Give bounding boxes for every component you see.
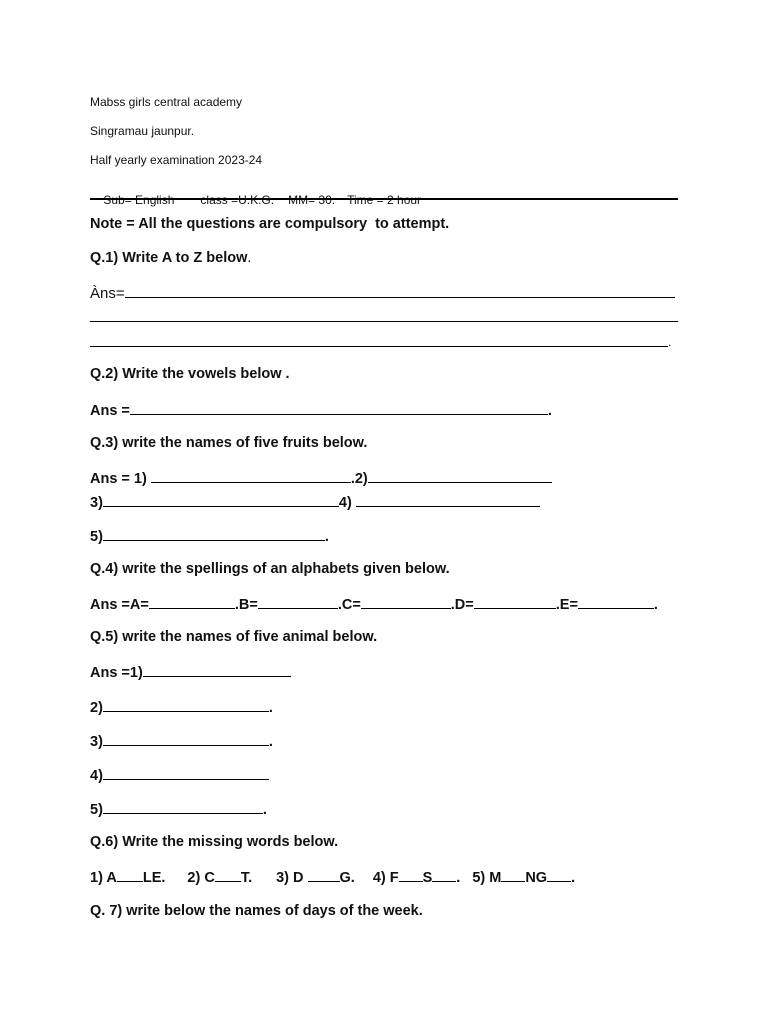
fruit-4-blank[interactable] (356, 494, 540, 507)
missing-word-3-end: G. (339, 870, 355, 886)
answer-4-prefix: Ans =A= (90, 597, 149, 613)
missing-word-3-start: 3) D (276, 870, 308, 886)
max-marks: MM= 30. (288, 193, 336, 207)
animal-5-label: 5) (90, 802, 103, 818)
question-7: Q. 7) write below the names of days of the week. (90, 903, 423, 919)
animal-5-end: . (262, 802, 267, 818)
question-4: Q.4) write the spellings of an alphabets given below. (90, 561, 450, 577)
header-rule (90, 198, 678, 200)
missing-word-4 (373, 870, 460, 886)
fruit-4-label: 4) (338, 495, 356, 511)
animal-2-line (90, 699, 273, 716)
animal-2-label: 2) (90, 700, 103, 716)
missing-word-1-blank[interactable] (117, 869, 143, 882)
spelling-b-label: .B= (234, 597, 258, 613)
question-1-period: . (247, 250, 252, 266)
missing-word-3-blank[interactable] (308, 869, 340, 882)
note: Note = All the questions are compulsory to attempt. (90, 216, 450, 232)
missing-word-1-start: 1) A (90, 870, 117, 886)
missing-word-2-end: T. (240, 870, 253, 886)
missing-word-5-start: 5) M (472, 870, 502, 886)
answer-1-blank[interactable] (125, 285, 675, 298)
missing-word-4-blank-2[interactable] (432, 869, 456, 882)
animal-4-line (90, 767, 269, 784)
missing-word-4-mid: S (422, 870, 433, 886)
answer-3-prefix: Ans = 1) (90, 471, 151, 487)
answer-1-prefix: Àns= (90, 285, 125, 302)
exam-time: Time = 2 hour (347, 193, 422, 207)
animal-3-line (90, 733, 273, 750)
answer-3-end: . (324, 529, 329, 545)
animal-4-label: 4) (90, 768, 103, 784)
animal-5-blank[interactable] (103, 801, 263, 814)
spelling-d-label: .D= (450, 597, 474, 613)
missing-word-2 (187, 870, 252, 886)
spelling-e-blank[interactable] (578, 596, 654, 609)
animal-1-line (90, 664, 291, 681)
missing-word-4-blank-1[interactable] (399, 869, 423, 882)
subject: Sub= English (103, 193, 175, 207)
missing-words-line (90, 869, 575, 886)
missing-word-5-blank-2[interactable] (547, 869, 571, 882)
animal-2-blank[interactable] (103, 699, 269, 712)
answer-4-line (90, 596, 658, 613)
question-1-text: Q.1) Write A to Z below (90, 250, 248, 266)
missing-word-3 (276, 870, 355, 886)
animal-3-end: . (268, 734, 273, 750)
fruit-2-label: .2) (350, 471, 368, 487)
animal-4-blank[interactable] (103, 767, 269, 780)
spelling-a-blank[interactable] (149, 596, 235, 609)
question-2: Q.2) Write the vowels below . (90, 366, 290, 382)
missing-word-1-end: LE. (142, 870, 166, 886)
exam-title: Half yearly examination 2023-24 (90, 153, 263, 167)
answer-2-end: . (547, 403, 552, 419)
answer-1-end: . (668, 335, 672, 349)
animal-1-blank[interactable] (143, 664, 291, 677)
spelling-e-label: .E= (555, 597, 578, 613)
exam-details (90, 182, 421, 218)
answer-3-line-1 (90, 470, 552, 487)
fruit-3-blank[interactable] (103, 494, 339, 507)
answer-2-line (90, 402, 552, 419)
missing-word-5-end: . (571, 870, 576, 886)
missing-word-4-start: 4) F (372, 870, 399, 886)
fruit-3-label: 3) (90, 495, 103, 511)
animal-5-line (90, 801, 267, 818)
answer-2-prefix: Ans = (90, 403, 130, 419)
missing-word-5-mid: NG (525, 870, 548, 886)
answer-3-line-3 (90, 528, 329, 545)
animal-2-end: . (268, 700, 273, 716)
animal-3-label: 3) (90, 734, 103, 750)
fruit-2-blank[interactable] (368, 470, 552, 483)
fruit-5-blank[interactable] (103, 528, 325, 541)
fruit-1-blank[interactable] (151, 470, 351, 483)
answer-1-blank-3[interactable] (90, 346, 668, 347)
question-6: Q.6) Write the missing words below. (90, 834, 339, 850)
question-1 (90, 251, 251, 266)
school-name: Mabss girls central academy (90, 95, 243, 109)
missing-word-2-blank[interactable] (215, 869, 241, 882)
missing-word-5 (472, 870, 575, 886)
answer-2-blank[interactable] (130, 402, 548, 415)
question-5: Q.5) write the names of five animal below. (90, 629, 378, 645)
spelling-d-blank[interactable] (474, 596, 556, 609)
school-place: Singramau jaunpur. (90, 124, 195, 138)
answer-5-prefix: Ans =1) (90, 665, 143, 681)
missing-word-5-blank-1[interactable] (501, 869, 525, 882)
spelling-b-blank[interactable] (258, 596, 338, 609)
answer-3-line-2 (90, 494, 540, 511)
answer-4-end: . (653, 597, 658, 613)
missing-word-1 (90, 870, 165, 886)
spelling-c-label: .C= (337, 597, 361, 613)
answer-1-line (90, 285, 675, 301)
missing-word-4-end: . (456, 870, 461, 886)
missing-word-2-start: 2) C (187, 870, 215, 886)
question-3: Q.3) write the names of five fruits below. (90, 435, 368, 451)
spelling-c-blank[interactable] (361, 596, 451, 609)
answer-1-blank-2[interactable] (90, 321, 678, 322)
fruit-5-label: 5) (90, 529, 103, 545)
animal-3-blank[interactable] (103, 733, 269, 746)
class-info: class =U.K.G. (200, 193, 275, 207)
